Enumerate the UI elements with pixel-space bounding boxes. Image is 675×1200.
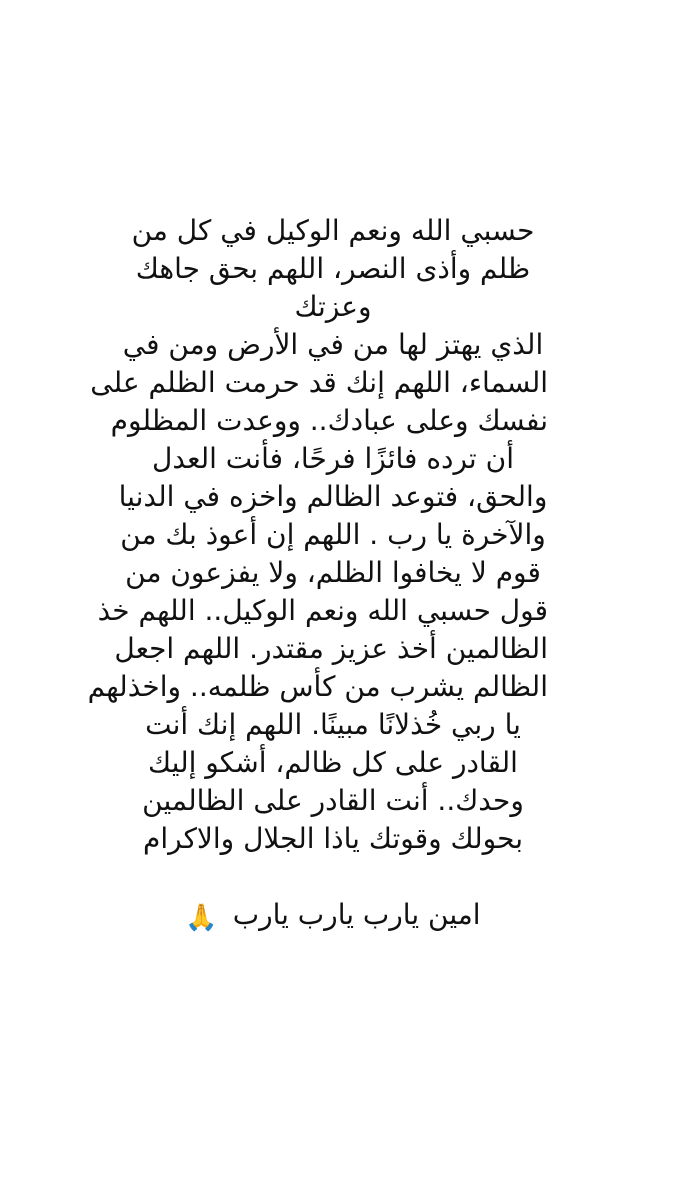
story-line-11: قول حسبي الله ونعم الوكيل.. اللهم خذ [97, 594, 548, 627]
story-line-8: والحق، فتوعد الظالم واخزه في الدنيا [118, 480, 548, 513]
story-line-7: أن ترده فائزًا فرحًا، فأنت العدل [152, 442, 514, 475]
story-line-1: حسبي الله ونعم الوكيل في كل من [131, 214, 535, 247]
praying-hands-icon: 🙏 [185, 903, 218, 933]
story-line-16: وحدك.. أنت القادر على الظالمين [142, 784, 524, 817]
story-text-block [87, 212, 548, 937]
story-line-17: بحولك وقوتك ياذا الجلال والاكرام [143, 822, 523, 855]
story-line-12: الظالمين أخذ عزيز مقتدر. اللهم اجعل [114, 632, 548, 665]
amen-line [118, 896, 548, 937]
story-line-10: قوم لا يخافوا الظلم، ولا يفزعون من [125, 556, 541, 589]
story-line-3: وعزتك [294, 290, 372, 323]
story-line-6: نفسك وعلى عبادك.. ووعدت المظلوم [110, 404, 548, 437]
story-line-14: يا ربي خُذلانًا مبينًا. اللهم إنك أنت [145, 708, 521, 741]
story-line-5: السماء، اللهم إنك قد حرمت الظلم على [90, 366, 548, 399]
story-line-2: ظلم وأذى النصر، اللهم بحق جاهك [135, 252, 531, 285]
story-line-4: الذي يهتز لها من في الأرض ومن في [122, 328, 544, 361]
story-line-9: والآخرة يا رب . اللهم إن أعوذ بك من [120, 518, 546, 551]
amen-text: امين يارب يارب يارب [232, 898, 481, 931]
story-line-15: القادر على كل ظالم، أشكو إليك [148, 746, 518, 779]
story-line-13: الظالم يشرب من كأس ظلمه.. واخذلهم [87, 670, 548, 703]
line-gap [118, 858, 548, 896]
